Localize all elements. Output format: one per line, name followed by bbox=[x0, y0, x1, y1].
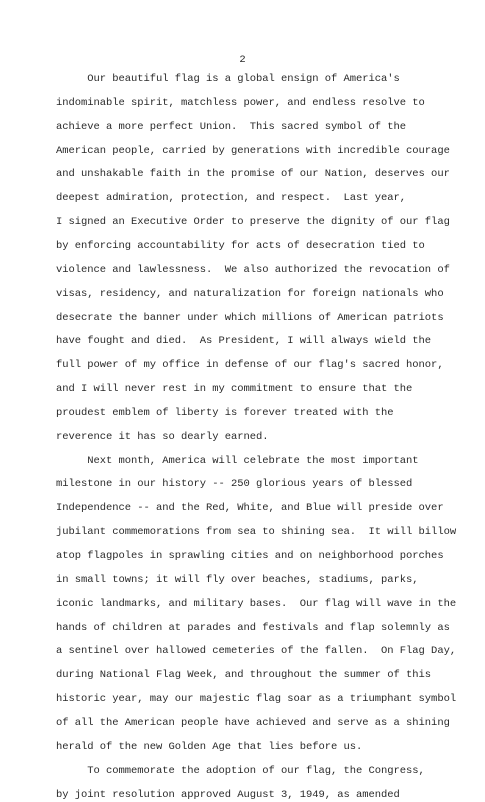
text-line: Our beautiful flag is a global ensign of America's bbox=[56, 73, 400, 85]
text-line: during National Flag Week, and throughout the summer of this bbox=[56, 669, 432, 682]
text-line: Next month, America will celebrate the most important bbox=[56, 454, 419, 467]
text-line: violence and lawlessness. We also authorized the revocation of bbox=[56, 263, 450, 276]
text-line: iconic landmarks, and military bases. Our flag will wave in the bbox=[56, 597, 457, 610]
text-line: herald of the new Golden Age that lies before us. bbox=[56, 740, 363, 753]
text-line: in small towns; it will fly over beaches, stadiums, parks, bbox=[56, 573, 419, 586]
text-line: atop flagpoles in sprawling cities and on neighborhood porches bbox=[56, 550, 444, 562]
text-line: American people, carried by generations with incredible courage bbox=[56, 144, 450, 157]
text-line: by enforcing accountability for acts of desecration tied to bbox=[56, 239, 425, 252]
page-number: 2 bbox=[239, 54, 246, 66]
text-line: by joint resolution approved August 3, 1949, as amended bbox=[56, 788, 400, 801]
text-line: a sentinel over hallowed cemeteries of the fallen. On Flag Day, bbox=[56, 645, 457, 658]
text-line: Independence -- and the Red, White, and Blue will preside over bbox=[56, 502, 444, 515]
text-line: and unshakable faith in the promise of our Nation, deserves our bbox=[56, 168, 450, 181]
text-line: jubilant commemorations from sea to shining sea. It will billow bbox=[56, 526, 457, 539]
text-line: and I will never rest in my commitment to ensure that the bbox=[56, 383, 413, 396]
text-line: full power of my office in defense of our flag's sacred honor, bbox=[56, 359, 444, 372]
text-line: deepest admiration, protection, and respect. Last year, bbox=[56, 192, 407, 205]
text-line: historic year, may our majestic flag soar as a triumphant symbol bbox=[56, 693, 457, 706]
text-line: indominable spirit, matchless power, and endless resolve to bbox=[56, 96, 425, 109]
text-line: have fought and died. As President, I will always wield the bbox=[56, 335, 432, 348]
text-line: proudest emblem of liberty is forever treated with the bbox=[56, 406, 394, 419]
text-line: hands of children at parades and festivals and flap solemnly as bbox=[56, 621, 450, 634]
text-line: of all the American people have achieved and serve as a shining bbox=[56, 716, 450, 729]
text-line: achieve a more perfect Union. This sacred symbol of the bbox=[56, 120, 407, 133]
text-line: desecrate the banner under which millions of American patriots bbox=[56, 311, 444, 324]
text-line: reverence it has so dearly earned. bbox=[56, 430, 269, 443]
text-line: I signed an Executive Order to preserve the dignity of our flag bbox=[56, 216, 450, 229]
text-line: milestone in our history -- 250 glorious years of blessed bbox=[56, 478, 413, 491]
text-line: To commemorate the adoption of our flag, the Congress, bbox=[56, 764, 425, 777]
text-line: visas, residency, and naturalization for foreign nationals who bbox=[56, 287, 444, 300]
